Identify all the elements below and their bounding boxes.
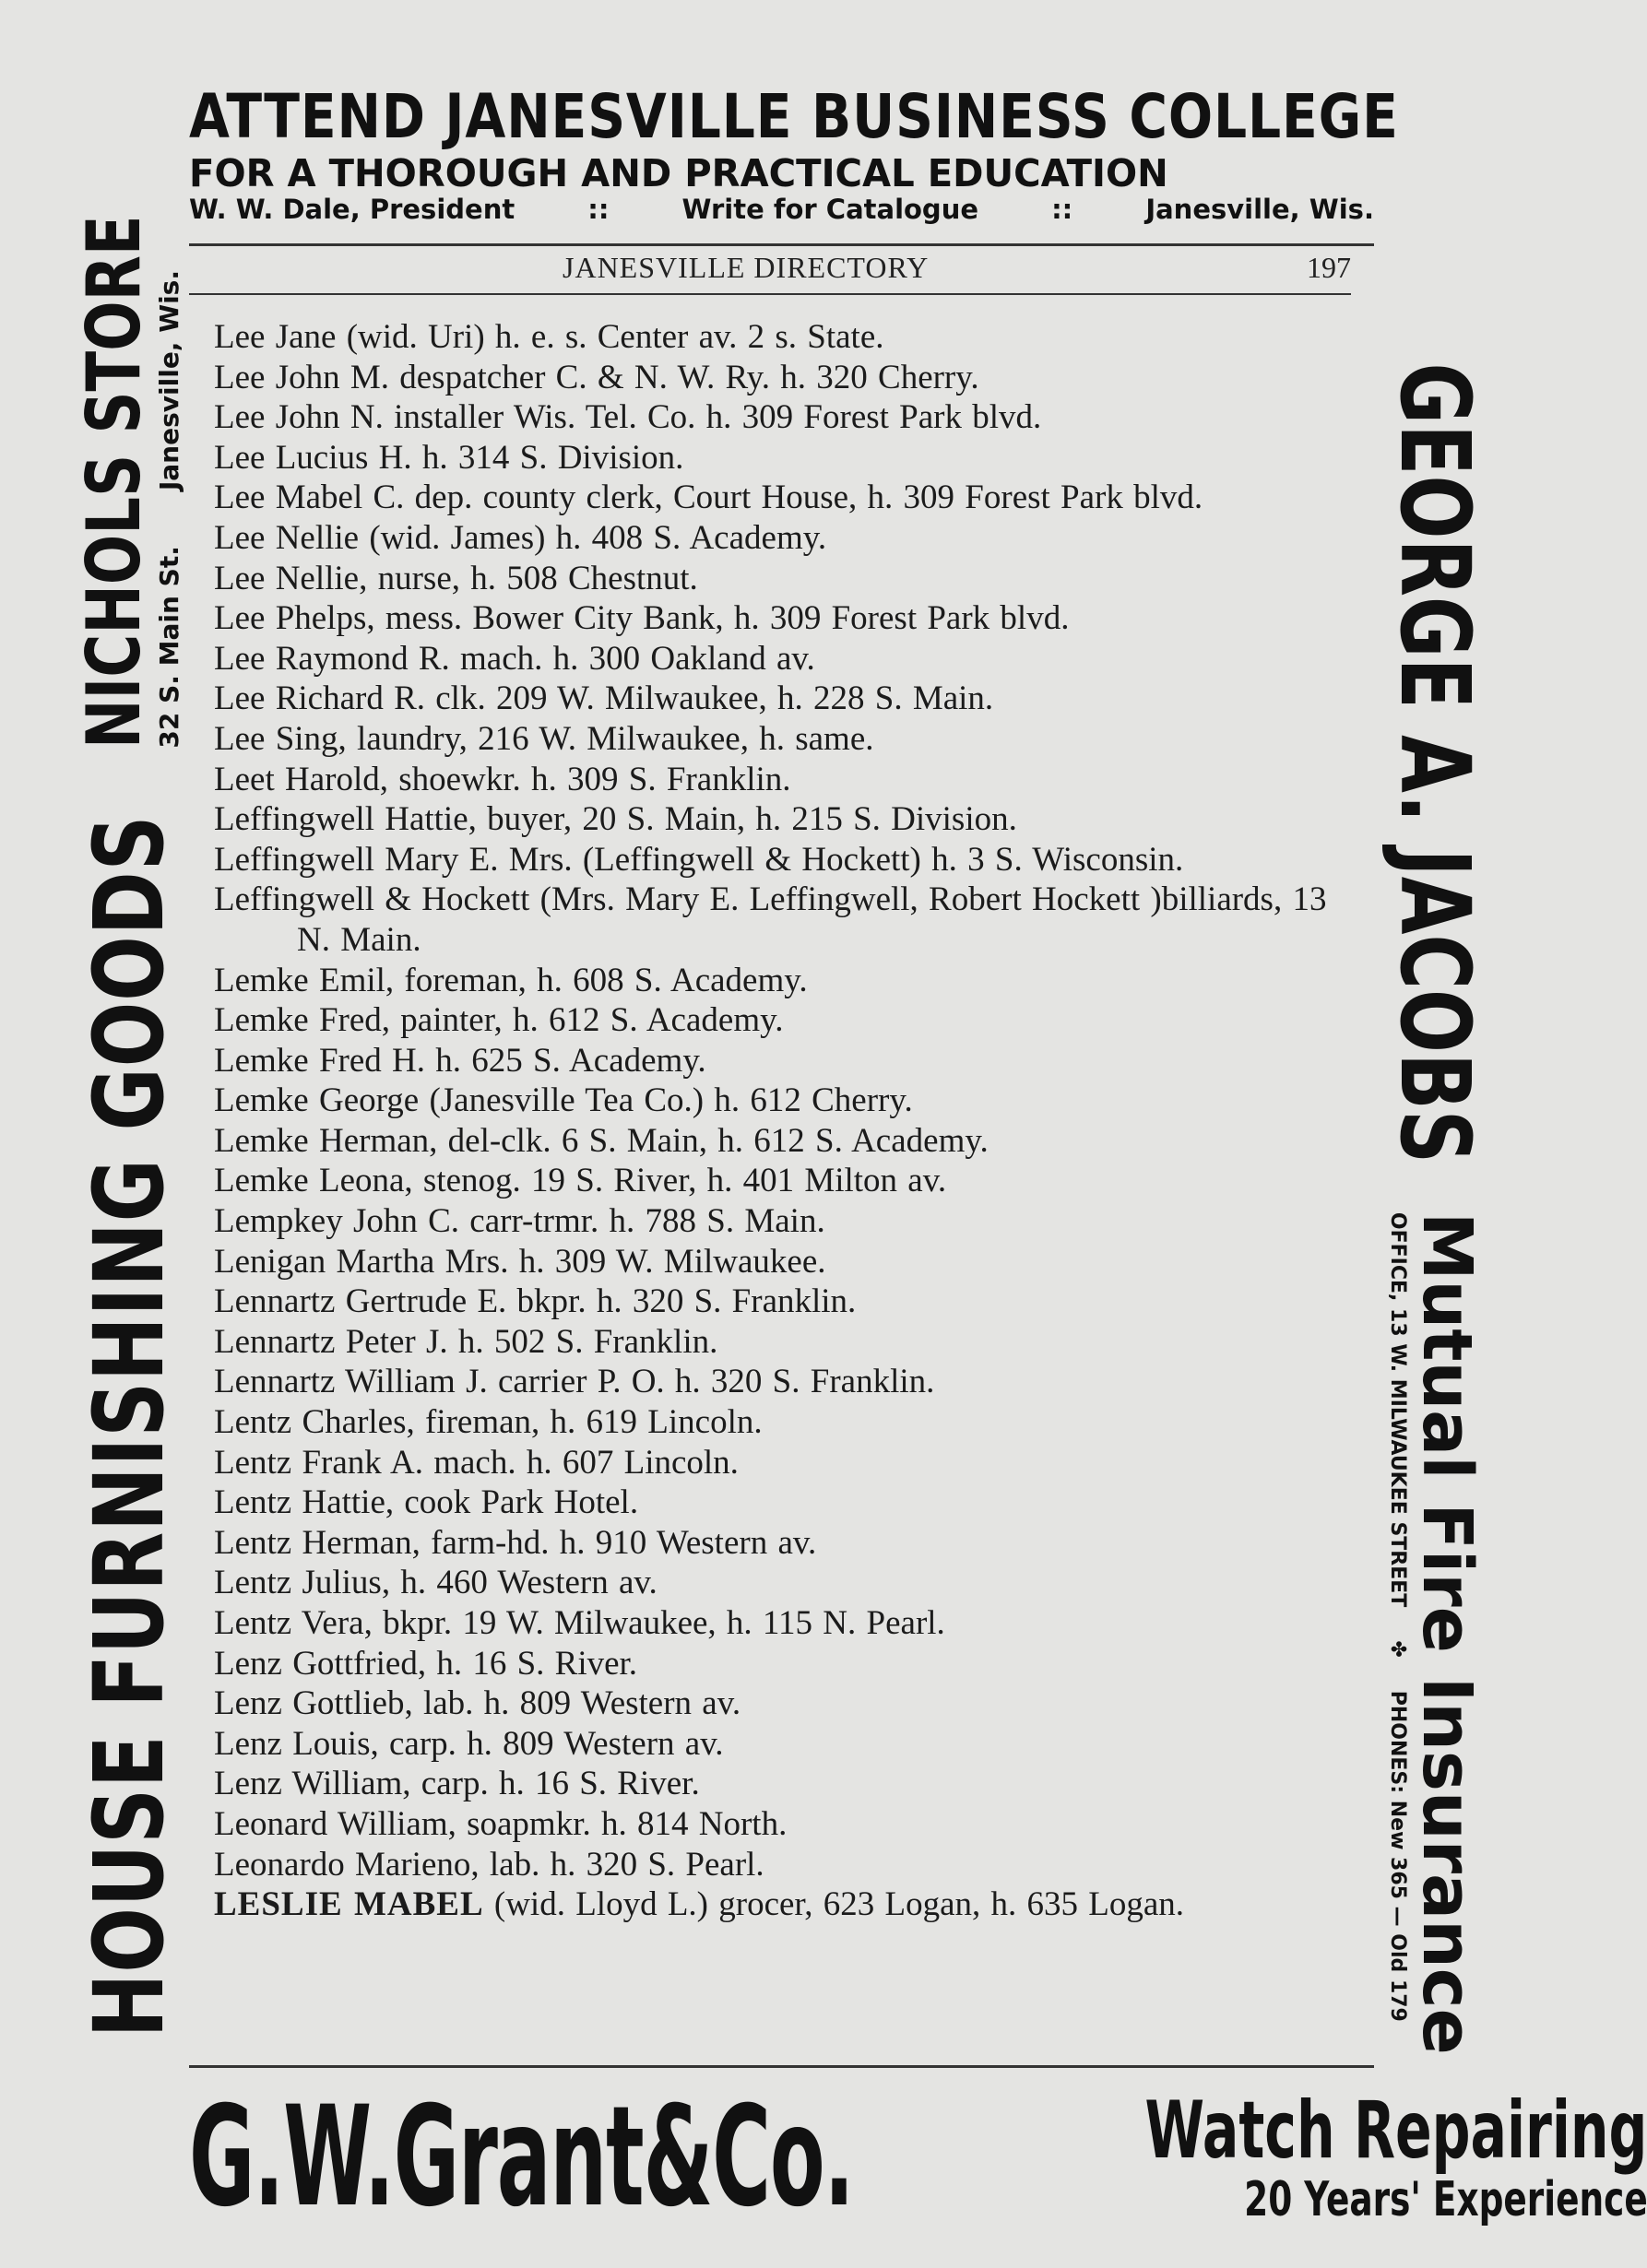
directory-entry: [214, 1000, 1348, 1041]
house-furnishing-goods: HOUSE FURNISHING GOODS: [73, 814, 185, 2038]
college-subline: FOR A THOROUGH AND PRACTICAL EDUCATION: [189, 151, 1168, 195]
college-info-line: [189, 194, 1374, 225]
college-president: W. W. Dale, President: [189, 194, 515, 225]
nichols-store-block: [70, 81, 184, 749]
directory-entry: [214, 1402, 1348, 1443]
running-head: [189, 251, 1351, 285]
mutual-fire-insurance: Mutual Fire Insurance: [1407, 1211, 1487, 2055]
directory-entry: [214, 1322, 1348, 1363]
directory-entry: [214, 559, 1348, 599]
title-rule: [189, 293, 1351, 295]
entry-text: Lenigan Martha Mrs. h. 309 W. Milwaukee.: [214, 1242, 826, 1281]
ornament-icon: ✤: [1386, 1640, 1410, 1658]
insurance-block: [1386, 1211, 1487, 2055]
directory-entry: [214, 1201, 1348, 1242]
entry-text: Lenz Gottfried, h. 16 S. River.: [214, 1644, 638, 1683]
left-vertical-advertisement: [37, 214, 221, 2058]
directory-entry: [214, 840, 1348, 880]
office-address: OFFICE, 13 W. MILWAUKEE STREET: [1386, 1211, 1410, 1608]
top-advertisement: [189, 81, 1399, 225]
directory-entry: [214, 1121, 1348, 1162]
directory-entry: [214, 1443, 1348, 1483]
entry-text: Lee Nellie (wid. James) h. 408 S. Academy.: [214, 518, 827, 557]
entry-text: Lentz Herman, farm-hd. h. 910 Western av.: [214, 1523, 817, 1562]
george-a-jacobs: GEORGE A. JACOBS: [1379, 362, 1491, 1164]
right-vertical-advertisement: [1366, 230, 1504, 2074]
directory-entry: [214, 1482, 1348, 1523]
directory-entry: [214, 1603, 1348, 1644]
entry-text: Leet Harold, shoewkr. h. 309 S. Franklin.: [214, 760, 791, 798]
entry-name-bold: LESLIE MABEL: [214, 1885, 484, 1924]
directory-entry: [214, 518, 1348, 559]
entry-text: Lennartz William J. carrier P. O. h. 320 S. Franklin.: [214, 1363, 935, 1401]
directory-entry: [214, 1563, 1348, 1603]
years-experience: 20 Years' Experience: [1243, 2172, 1647, 2227]
directory-entry: [214, 1362, 1348, 1402]
store-address-line: [154, 81, 184, 748]
directory-entry: [214, 880, 1348, 960]
directory-entry: [214, 1081, 1348, 1121]
entry-text: (wid. Lloyd L.) grocer, 623 Logan, h. 635 Logan.: [483, 1885, 1185, 1924]
entry-text: Lemke George (Janesville Tea Co.) h. 612 Cherry.: [214, 1081, 913, 1120]
page-title: JANESVILLE DIRECTORY: [563, 251, 930, 284]
entry-text: Lenz Gottlieb, lab. h. 809 Western av.: [214, 1684, 741, 1723]
entry-text: Leffingwell Hattie, buyer, 20 S. Main, h. 215 S. Division.: [214, 800, 1017, 839]
directory-entry: [214, 639, 1348, 679]
entry-text: Lennartz Gertrude E. bkpr. h. 320 S. Franklin.: [214, 1282, 857, 1321]
separator: ::: [587, 194, 610, 225]
watch-repairing: Watch Repairing: [1144, 2085, 1647, 2177]
gw-grant-company: G.W.Grant&Co.: [189, 2077, 854, 2238]
entry-text: Lentz Frank A. mach. h. 607 Lincoln.: [214, 1443, 739, 1482]
header-rule: [189, 243, 1374, 246]
entry-text: Lennartz Peter J. h. 502 S. Franklin.: [214, 1322, 718, 1361]
directory-entries: [214, 317, 1348, 1925]
entry-text: Lemke Emil, foreman, h. 608 S. Academy.: [214, 961, 808, 999]
entry-text: Lenz William, carp. h. 16 S. River.: [214, 1765, 700, 1803]
bottom-advertisement: [189, 2076, 1647, 2238]
college-headline: ATTEND JANESVILLE BUSINESS COLLEGE: [189, 81, 1399, 152]
directory-entry: [214, 719, 1348, 760]
entry-text: Lee Richard R. clk. 209 W. Milwaukee, h. 228 S. Main.: [214, 679, 994, 718]
entry-text: Lee Mabel C. dep. county clerk, Court House, h. 309 Forest Park blvd.: [214, 478, 1203, 517]
directory-entry: [214, 961, 1348, 1001]
college-city: Janesville, Wis.: [1145, 194, 1374, 225]
directory-entry: [214, 1523, 1348, 1564]
directory-entry: [214, 317, 1348, 358]
entry-text: Lee Nellie, nurse, h. 508 Chestnut.: [214, 559, 698, 597]
entry-text: Lenz Louis, carp. h. 809 Western av.: [214, 1724, 724, 1763]
directory-entry: [214, 1644, 1348, 1684]
entry-text: Lee John M. despatcher C. & N. W. Ry. h. 320 Cherry.: [214, 358, 979, 396]
phone-numbers: PHONES: New 365 — Old 179: [1386, 1690, 1410, 2022]
directory-entry: [214, 1764, 1348, 1804]
directory-entry: [214, 679, 1348, 719]
directory-entry: [214, 358, 1348, 398]
directory-entry: [214, 1845, 1348, 1885]
directory-entry: [214, 478, 1348, 518]
insurance-contact-line: [1387, 1212, 1410, 2022]
directory-entry: [214, 1683, 1348, 1724]
directory-entry: [214, 1161, 1348, 1201]
page-number: 197: [1307, 251, 1351, 284]
directory-entry: [214, 799, 1348, 840]
entry-text: Lentz Vera, bkpr. 19 W. Milwaukee, h. 115 N. Pearl.: [214, 1604, 945, 1642]
entry-text: Leonard William, soapmkr. h. 814 North.: [214, 1804, 788, 1843]
directory-entry: [214, 1724, 1348, 1765]
footer-rule: [189, 2065, 1374, 2068]
entry-text: Lemke Leona, stenog. 19 S. River, h. 401 Milton av.: [214, 1162, 947, 1200]
entry-text: Lee Phelps, mess. Bower City Bank, h. 309 Forest Park blvd.: [214, 599, 1070, 638]
directory-entry: [214, 1041, 1348, 1081]
watch-repair-block: [908, 2085, 1647, 2227]
directory-entry: [214, 438, 1348, 478]
directory-entry: [214, 760, 1348, 800]
catalogue-note: Write for Catalogue: [681, 194, 979, 225]
separator: ::: [1051, 194, 1073, 225]
nichols-store: NICHOLS STORE: [70, 215, 157, 749]
directory-entry: [214, 1282, 1348, 1322]
directory-entry: [214, 1242, 1348, 1282]
directory-entry: [214, 397, 1348, 438]
entry-text: Lee Sing, laundry, 216 W. Milwaukee, h. same.: [214, 719, 874, 758]
entry-text: Lemke Fred, painter, h. 612 S. Academy.: [214, 1001, 784, 1040]
entry-text: Lee Raymond R. mach. h. 300 Oakland av.: [214, 639, 815, 678]
entry-text: Lemke Herman, del-clk. 6 S. Main, h. 612 S. Academy.: [214, 1121, 989, 1160]
directory-entry: [214, 1884, 1348, 1925]
directory-entry: [214, 1804, 1348, 1845]
entry-text: Lee Lucius H. h. 314 S. Division.: [214, 438, 684, 477]
store-address: 32 S. Main St.: [153, 546, 184, 749]
entry-text: Lempkey John C. carr-trmr. h. 788 S. Main.: [214, 1202, 825, 1241]
directory-entry: [214, 598, 1348, 639]
entry-text: Lentz Charles, fireman, h. 619 Lincoln.: [214, 1403, 763, 1442]
store-city: Janesville, Wis.: [153, 270, 184, 491]
entry-text: Lee Jane (wid. Uri) h. e. s. Center av. 2 s. State.: [214, 318, 884, 356]
entry-text: Lentz Julius, h. 460 Western av.: [214, 1564, 658, 1602]
entry-text: Leffingwell Mary E. Mrs. (Leffingwell & Hockett) h. 3 S. Wisconsin.: [214, 840, 1184, 879]
entry-text: Lee John N. installer Wis. Tel. Co. h. 309 Forest Park blvd.: [214, 398, 1042, 437]
entry-text: Leffingwell & Hockett (Mrs. Mary E. Leffingwell, Robert Hockett )billiards, 13 N. Main.: [214, 880, 1327, 959]
entry-text: Lemke Fred H. h. 625 S. Academy.: [214, 1041, 706, 1080]
entry-text: Leonardo Marieno, lab. h. 320 S. Pearl.: [214, 1845, 764, 1884]
entry-text: Lentz Hattie, cook Park Hotel.: [214, 1483, 639, 1522]
